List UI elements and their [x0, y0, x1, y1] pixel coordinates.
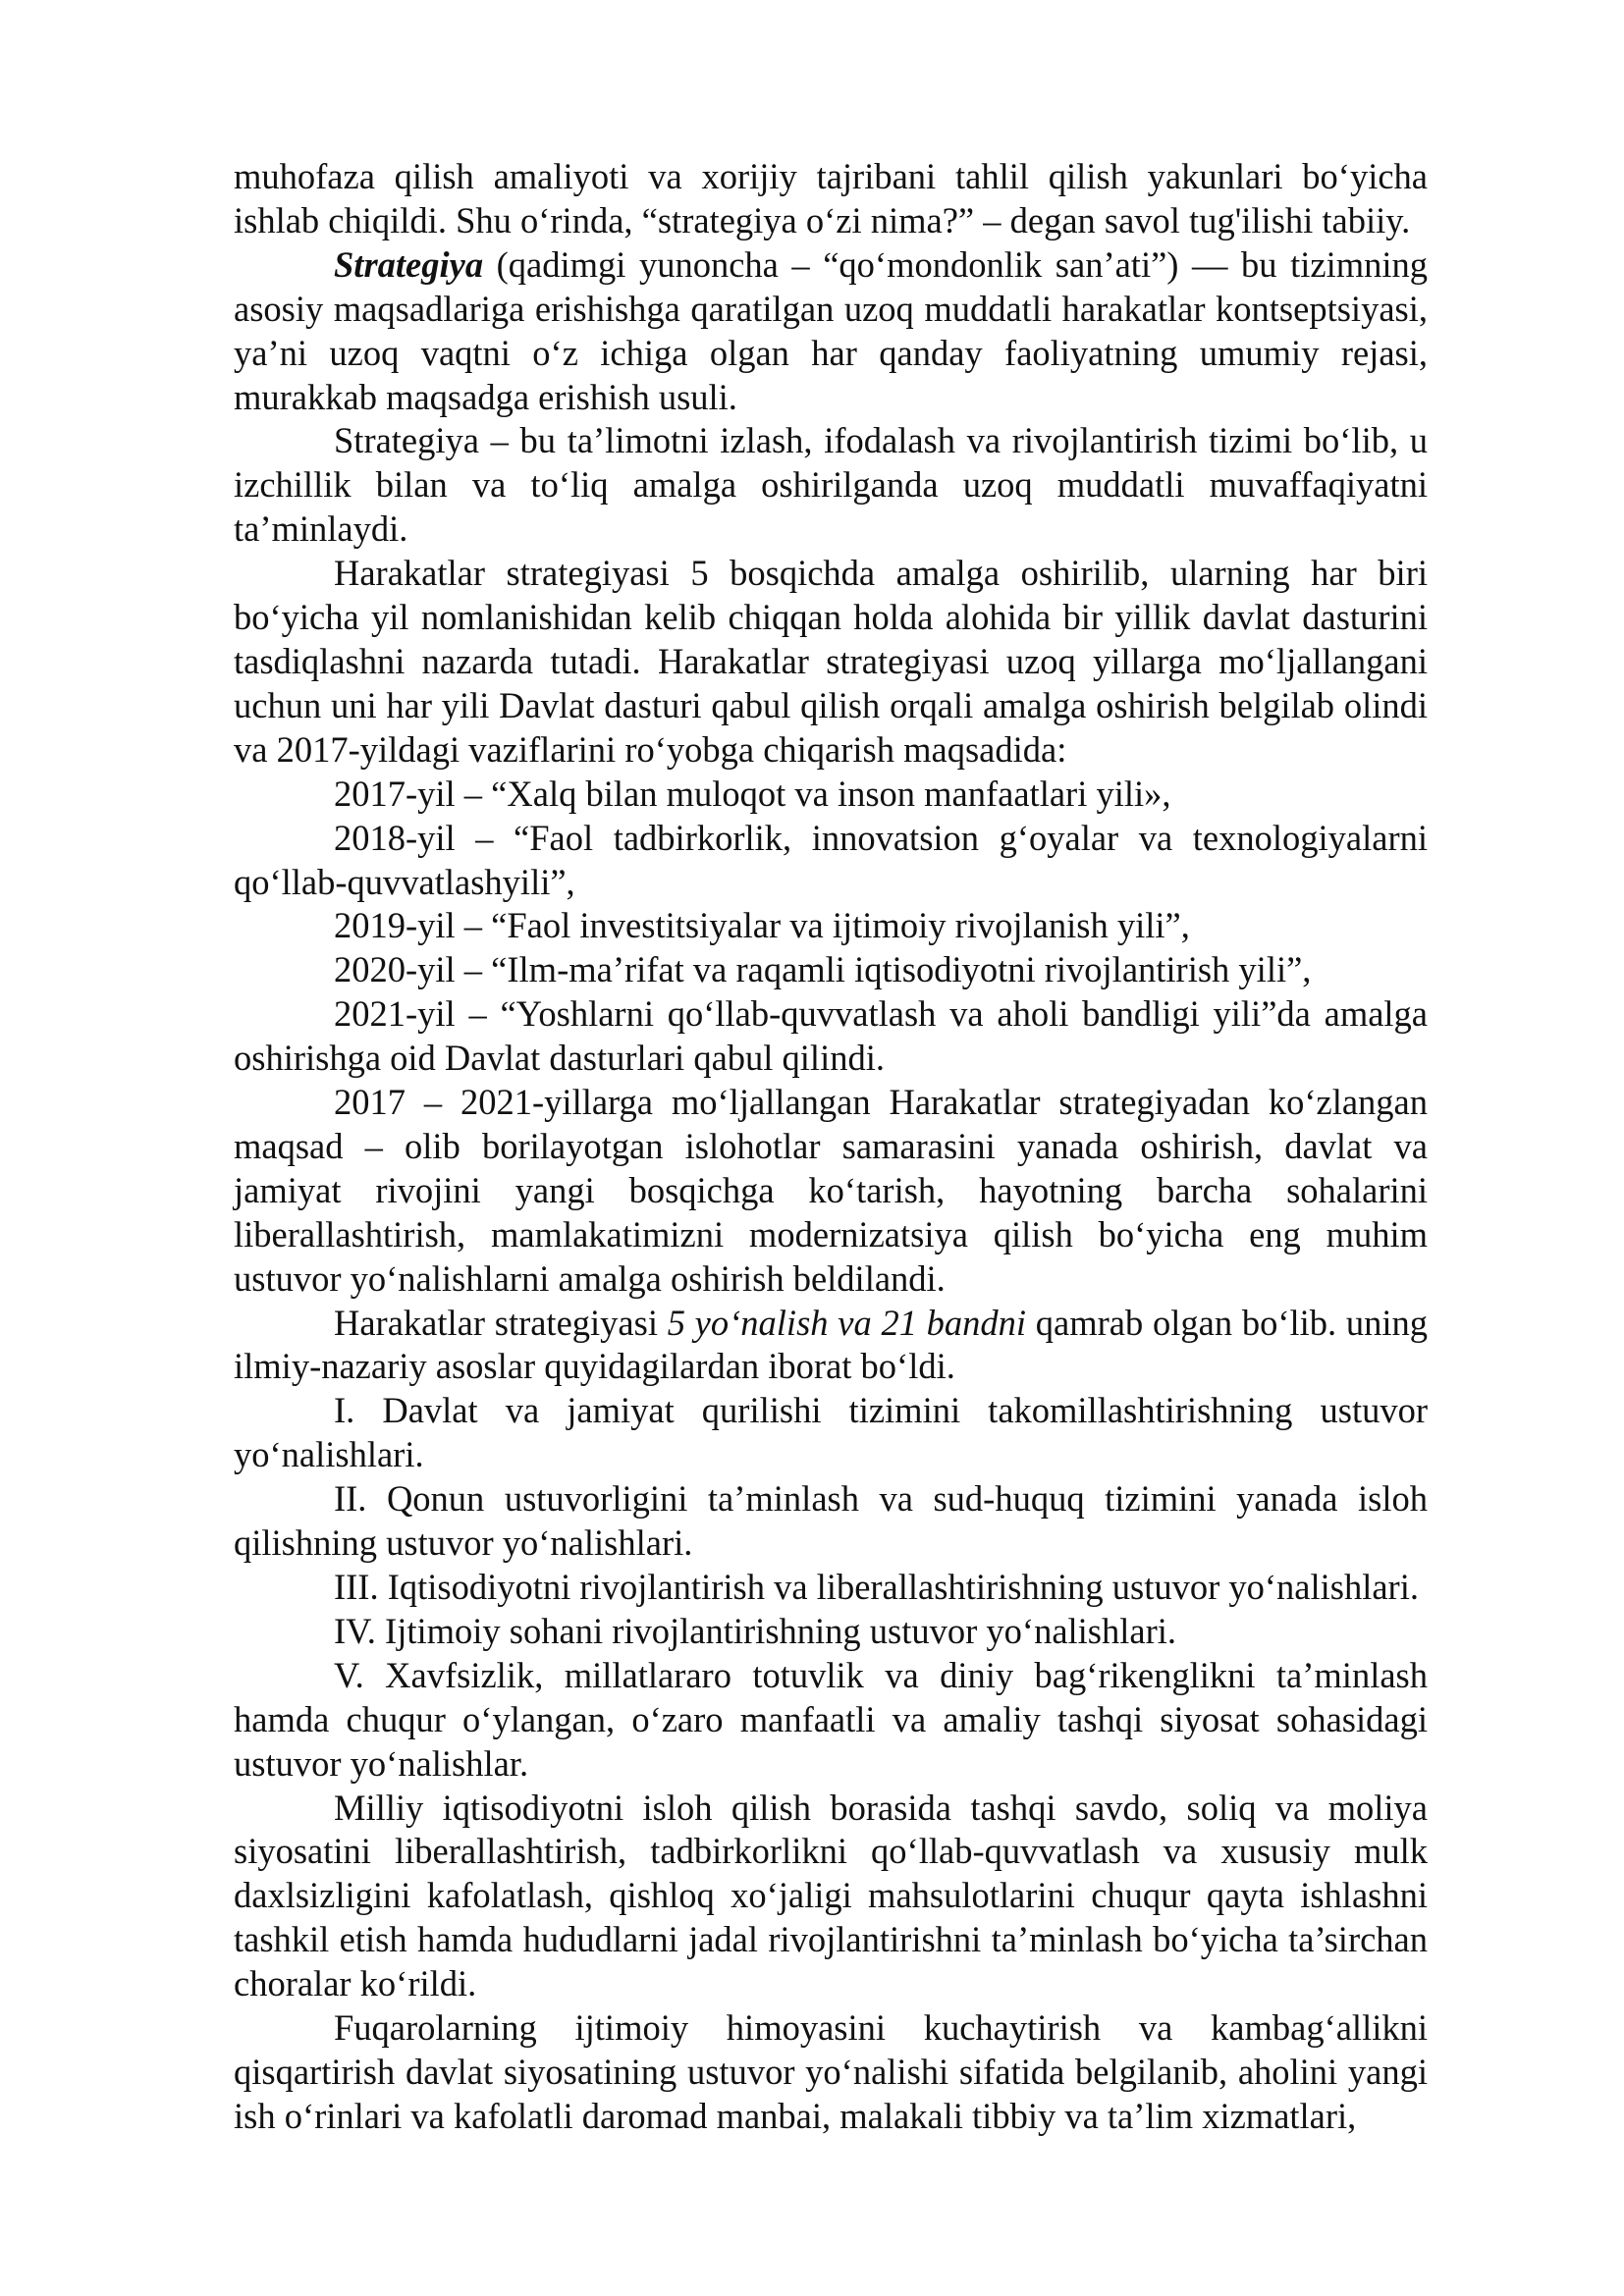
paragraph-five-stages: Harakatlar strategiyasi 5 bosqichda amalga oshirilib, ularning har biri bo‘yicha yil nomlanishidan kelib chiqqan holda alohida bir yillik davlat dasturini tasdiqlashni nazarda tutadi. Harakatlar strategiyasi uzoq yillarga mo‘ljallangani uchun uni har yili Davlat dasturi qabul qilish orqali amalga oshirish belgilab olindi va 2017-yildagi vaziflarini ro‘yobga chiqarish maqsadida:	[234, 553, 1428, 770]
paragraph-strategy-definition-text: (qadimgi yunoncha – “qo‘mondonlik san’ati”) — bu tizimning asosiy maqsadlariga erishishga qaratilgan uzoq muddatli harakatlar kontseptsiyasi, ya’ni uzoq vaqtni o‘z ichiga olgan har qanday faoliyatning umumiy rejasi, murakkab maqsadga erishish usuli.	[234, 243, 1428, 417]
document-page	[234, 155, 1428, 2139]
list-item-year-2017: 2017-yil – “Xalq bilan muloqot va inson manfaatlari yili»,	[334, 773, 1171, 814]
direction-item-2: II. Qonun ustuvorligini ta’minlash va sud-huquq tizimini yanada isloh qilishning ustuvor yo‘nalishlari.	[234, 1478, 1428, 1564]
direction-item-4: IV. Ijtimoiy sohani rivojlantirishning ustuvor yo‘nalishlari.	[334, 1610, 1177, 1651]
paragraph-intro-continuation: muhofaza qilish amaliyoti va xorijiy tajribani tahlil qilish yakunlari bo‘yicha ishlab chiqildi. Shu o‘rinda, “strategiya o‘zi nima?” – degan savol tug'ilishi tabiiy.	[234, 156, 1428, 240]
paragraph-strategy-goal: 2017 – 2021-yillarga mo‘ljallangan Harakatlar strategiyadan ko‘zlangan maqsad – olib borilayotgan islohotlar samarasini yanada oshirish, davlat va jamiyat rivojini yangi bosqichga ko‘tarish, hayotning barcha sohalarini liberallashtirish, mamlakatimizni modernizatsiya qilish bo‘yicha eng muhim ustuvor yo‘nalishlarni amalga oshirish beldilandi.	[234, 1082, 1428, 1299]
paragraph-five-directions-lead: Harakatlar strategiyasi	[334, 1302, 668, 1343]
paragraph-strategy-doctrine: Strategiya – bu ta’limotni izlash, ifodalash va rivojlantirish tizimi bo‘lib, u izchillik bilan va to‘liq amalga oshirilganda uzoq muddatli muvaffaqiyatni ta’minlaydi.	[234, 420, 1428, 550]
term-strategiya: Strategiya	[334, 243, 484, 285]
direction-item-5: V. Xavfsizlik, millatlararo totuvlik va diniy bag‘rikenglikni ta’minlash hamda chuqur o‘ylangan, o‘zaro manfaatli va amaliy tashqi siyosat sohasidagi ustuvor yo‘nalishlar.	[234, 1654, 1428, 1784]
list-item-year-2018: 2018-yil – “Faol tadbirkorlik, innovatsion g‘oyalar va texnologiyalarni qo‘llab-quvvatlashyili”,	[234, 817, 1428, 902]
paragraph-five-directions-tail: qamrab olgan bo‘lib. uning ilmiy-nazariy asoslar quyidagilardan iborat bo‘ldi.	[234, 1302, 1428, 1387]
list-item-year-2020: 2020-yil – “Ilm-ma’rifat va raqamli iqtisodiyotni rivojlantirish yili”,	[334, 949, 1312, 990]
paragraph-economy-reform: Milliy iqtisodiyotni isloh qilish borasida tashqi savdo, soliq va moliya siyosatini liberallashtirish, tadbirkorlikni qo‘llab-quvvatlash va xususiy mulk daxlsizligini kafolatlash, qishloq xo‘jaligi mahsulotlarini chuqur qayta ishlashni tashkil etish hamda hududlarni jadal rivojlantirishni ta’minlash bo‘yicha ta’sirchan choralar ko‘rildi.	[234, 1787, 1428, 2004]
list-item-year-2019: 2019-yil – “Faol investitsiyalar va ijtimoiy rivojlanish yili”,	[334, 905, 1190, 946]
paragraph-social-protection: Fuqarolarning ijtimoiy himoyasini kuchaytirish va kambag‘allikni qisqartirish davlat siyosatining ustuvor yo‘nalishi sifatida belgilanib, aholini yangi ish o‘rinlari va kafolatli daromad manbai, malakali tibbiy va ta’lim xizmatlari,	[234, 2007, 1428, 2136]
list-item-year-2021: 2021-yil – “Yoshlarni qo‘llab-quvvatlash va aholi bandligi yili”da amalga oshirishga oid Davlat dasturlari qabul qilindi.	[234, 993, 1428, 1079]
emphasis-directions-count: 5 yo‘nalish va 21 bandni	[667, 1302, 1027, 1343]
direction-item-1: I. Davlat va jamiyat qurilishi tizimini takomillashtirishning ustuvor yo‘nalishlari.	[234, 1390, 1428, 1475]
paragraph-strategy-definition	[234, 243, 1428, 420]
direction-item-3: III. Iqtisodiyotni rivojlantirish va liberallashtirishning ustuvor yo‘nalishlari.	[334, 1567, 1419, 1607]
paragraph-five-directions	[234, 1302, 1428, 1390]
